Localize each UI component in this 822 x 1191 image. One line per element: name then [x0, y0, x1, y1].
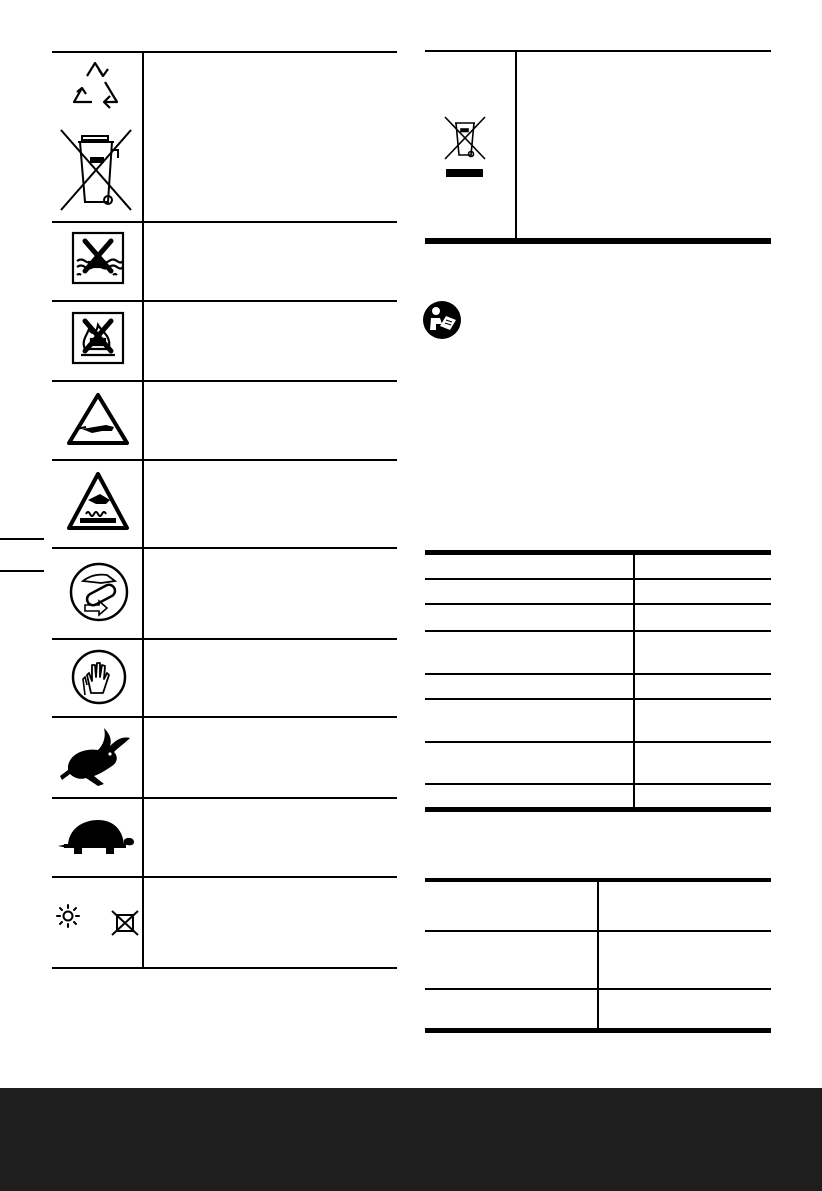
spec-row-separator: [425, 783, 771, 785]
row-separator: [52, 876, 397, 878]
second-row-separator: [425, 988, 771, 990]
do-not-burn-icon: [71, 311, 125, 365]
weee-table-top-rule: [425, 50, 771, 52]
row-separator: [52, 300, 397, 302]
crossed-out-wheelie-bin-icon: [58, 128, 134, 214]
spec-row-separator: [425, 578, 771, 580]
spec-row-separator: [425, 630, 771, 632]
second-row-separator: [425, 930, 771, 932]
spec-table-bottom-rule: [425, 807, 771, 812]
page-tab-marker: [0, 538, 44, 540]
second-table-divider: [597, 881, 599, 1030]
crossed-out-wheelie-bin-icon: [443, 115, 487, 179]
footer-band: [0, 1088, 822, 1191]
read-manual-icon: [422, 300, 462, 340]
wear-gloves-icon: [71, 649, 127, 705]
spec-row-separator: [425, 741, 771, 743]
spec-row-separator: [425, 673, 771, 675]
second-table-bottom-rule: [425, 1028, 771, 1033]
spec-table-divider: [633, 554, 635, 809]
sun-icon: [56, 904, 80, 928]
hot-surface-warning-icon: [66, 470, 130, 532]
spec-row-separator: [425, 603, 771, 605]
row-separator: [52, 547, 397, 549]
symbol-table-bottom-rule: [52, 967, 397, 969]
no-water-immersion-icon: [71, 231, 125, 285]
row-separator: [52, 716, 397, 718]
row-separator: [52, 221, 397, 223]
crossed-out-box-icon: [110, 909, 140, 937]
row-separator: [52, 380, 397, 382]
cutting-hazard-warning-icon: [66, 391, 130, 447]
weee-table-bottom-rule: [425, 238, 771, 244]
remove-battery-icon: [69, 561, 129, 623]
symbol-table-divider: [142, 52, 144, 969]
high-speed-rabbit-icon: [60, 726, 134, 790]
row-separator: [52, 797, 397, 799]
spec-row-separator: [425, 698, 771, 700]
page-tab-marker: [0, 570, 44, 572]
weee-table-divider: [515, 51, 517, 240]
recycle-icon: [66, 58, 124, 114]
row-separator: [52, 638, 397, 640]
symbol-table-top-rule: [52, 51, 397, 53]
low-speed-tortoise-icon: [56, 816, 136, 858]
row-separator: [52, 459, 397, 461]
spec-table-top-rule: [425, 550, 771, 555]
